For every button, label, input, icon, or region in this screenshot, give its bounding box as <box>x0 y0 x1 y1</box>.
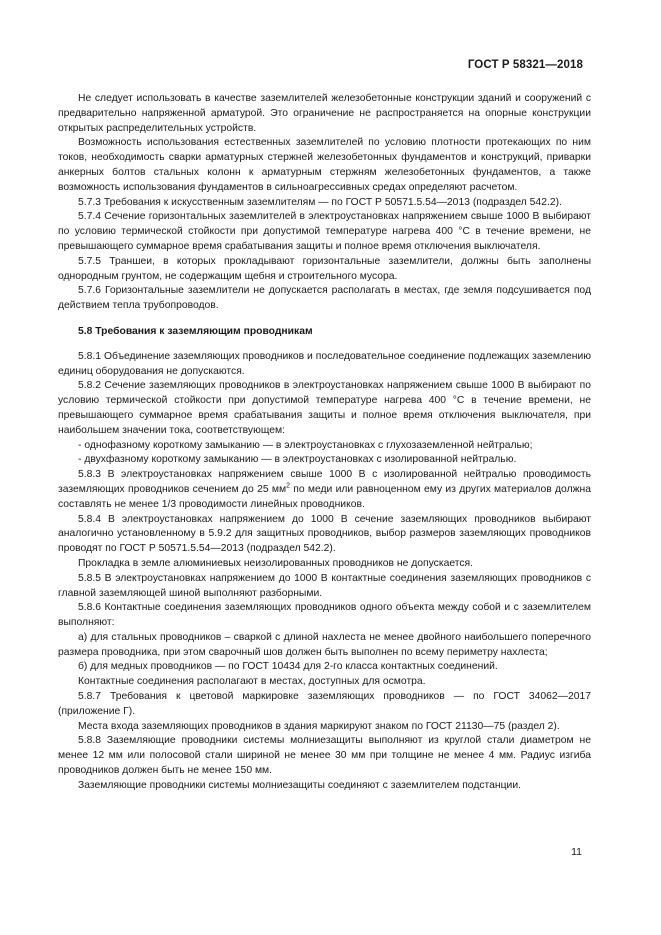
paragraph: Прокладка в земле алюминиевых неизолированных проводников не допускается. <box>78 557 474 569</box>
clause-5-8-6: 5.8.6 Контактные соединения заземляющих проводников одного объекта между собой и с заземлителем выполняют: <box>58 602 591 629</box>
clause-5-7-4: 5.7.4 Сечение горизонтальных заземлителей в электроустановках напряжением свыше 1000 В выбирают по условию термической стойкости при допустимой температуре нагрева 400 °С в течение времени, не превышающего суммарное время срабатывания защиты и полное время отключения выключателя. <box>58 211 591 252</box>
clause-5-8-3-text-b: по меди или равноценном ему из других материалов должна составлять не менее 1/3 проводимости линейных проводников. <box>58 483 591 510</box>
section-heading: 5.8 Требования к заземляющим проводникам <box>78 325 313 337</box>
clause-5-7-6: 5.7.6 Горизонтальные заземлители не допускается располагать в местах, где земля подсушивается под действием тепла трубопроводов. <box>58 285 591 312</box>
paragraph: Заземляющие проводники системы молниезащиты соединяют с заземлителем подстанции. <box>78 779 521 791</box>
list-item: - однофазному короткому замыканию — в электроустановках с глухозаземленной нейтралью; <box>78 439 533 451</box>
clause-5-8-5: 5.8.5 В электроустановках напряжением до 1000 В контактные соединения заземляющих проводников с главной заземляющей шиной выполняют разборными. <box>58 572 591 599</box>
paragraph: Не следует использовать в качестве заземлителей железобетонные конструкции зданий и сооружений с предварительно напряженной арматурой. Это ограничение не распространяется на опорные конструкции открытых распределительных устройств. <box>58 93 591 134</box>
clause-5-8-2: 5.8.2 Сечение заземляющих проводников в электроустановках напряжением свыше 1000 В выбирают по условию термической стойкости при допустимой температуре нагрева 400 °С в течение времени, не превышающего суммарное время срабатывания защиты и полное время отключения выключателя, при наибольшем значении тока, соответствующем: <box>58 380 591 436</box>
clause-5-8-4: 5.8.4 В электроустановках напряжением до 1000 В сечение заземляющих проводников выбирают аналогично установленному в 5.9.2 для защитных проводников, выбор размеров заземляющих проводников проводят по ГОСТ Р 50571.5.54—2013 (подраздел 542.2). <box>58 513 591 555</box>
list-item: б) для медных проводников — по ГОСТ 10434 для 2-го класса контактных соединений. <box>78 661 498 673</box>
standard-code: ГОСТ Р 58321—2018 <box>467 59 583 71</box>
document-body <box>58 92 591 794</box>
list-item: а) для стальных проводников – сваркой с длиной нахлеста не менее двойного наибольшего поперечного размера проводника, при этом сварочный шов должен быть выполнен по всему периметру нахлеста; <box>58 631 591 658</box>
clause-5-8-1: 5.8.1 Объединение заземляющих проводников и последовательное соединение подлежащих заземлению единиц оборудования не допускаются. <box>58 350 591 377</box>
clause-5-8-7: 5.8.7 Требования к цветовой маркировке заземляющих проводников — по ГОСТ 34062—2017 (приложение Г). <box>58 691 591 717</box>
paragraph: Места входа заземляющих проводников в здания маркируют знаком по ГОСТ 21130—75 (раздел 2). <box>78 720 560 732</box>
clause-5-7-3: 5.7.3 Требования к искусственным заземлителям — по ГОСТ Р 50571.5.54—2013 (подраздел 542.2). <box>78 196 562 208</box>
superscript: 2 <box>286 482 290 490</box>
clause-5-8-3 <box>58 468 591 512</box>
clause-5-8-3-text-a: 5.8.3 В электроустановках напряжением свыше 1000 В с изолированной нейтралью проводимость заземляющих проводников сечением до 25 мм <box>58 469 591 495</box>
clause-5-8-8: 5.8.8 Заземляющие проводники системы молниезащиты выполняют из круглой стали диаметром не менее 12 мм или полосовой стали шириной не менее 30 мм при толщине не менее 4 мм. Радиус изгиба проводников должен быть не менее 150 мм. <box>58 735 591 777</box>
list-item: - двухфазному короткому замыканию — в электроустановках с изолированной нейтралью. <box>78 454 517 466</box>
paragraph: Контактные соединения располагают в местах, доступных для осмотра. <box>78 676 426 688</box>
page-number: 11 <box>571 846 582 858</box>
paragraph: Возможность использования естественных заземлителей по условию плотности протекающих по ним токов, необходимость сварки арматурных стержней железобетонных фундаментов и конструкций, приварки анкерных болтов стальных колонн к арматурным стержням железобетонных фундаментов, а также возможность использования фундаментов в сильноагрессивных средах определяют расчетом. <box>58 137 591 193</box>
clause-5-7-5: 5.7.5 Траншеи, в которых прокладывают горизонтальные заземлители, должны быть заполнены однородным грунтом, не содержащим щебня и строительного мусора. <box>58 255 591 282</box>
